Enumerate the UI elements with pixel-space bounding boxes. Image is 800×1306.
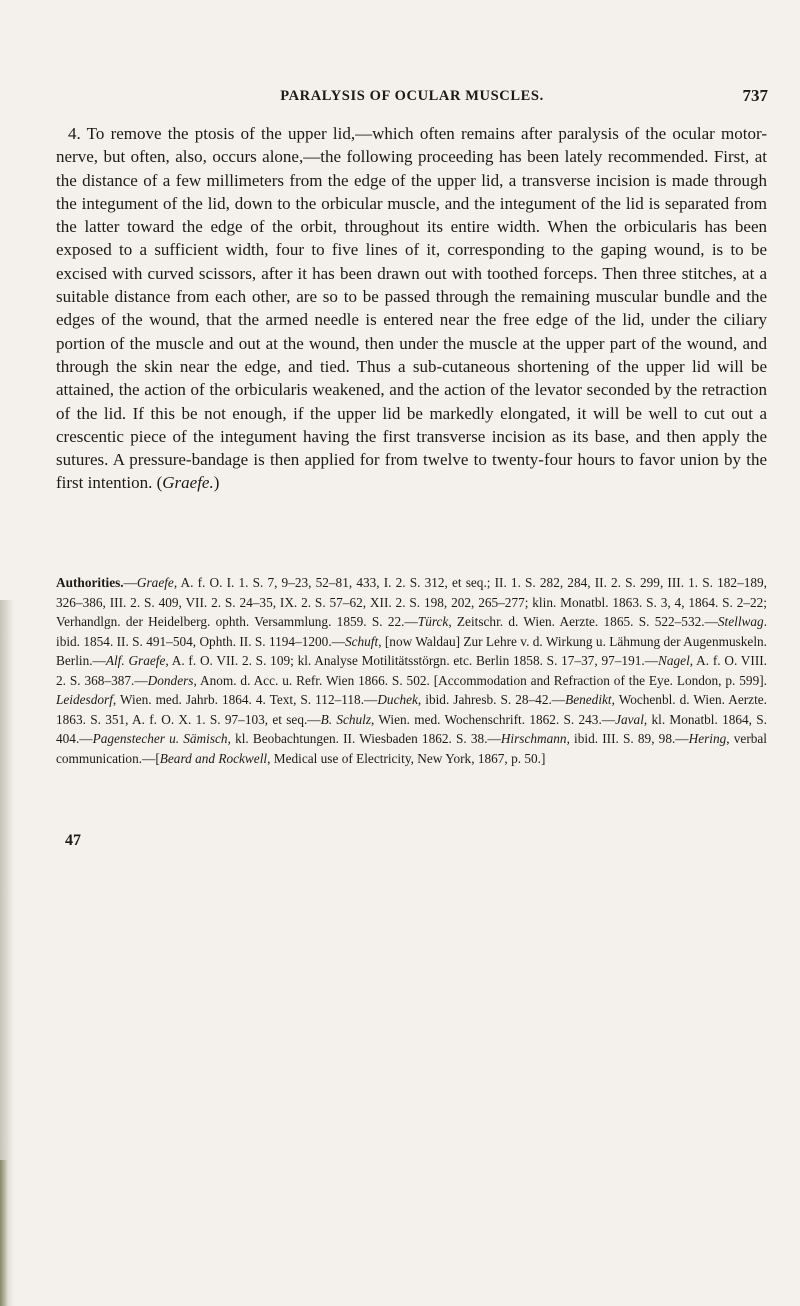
reference-details: , Wien. med. Wochenschrift. 1862. S. 243.— [371,711,616,727]
reference-author: Stellwag [717,614,764,629]
reference-details: , Zeitschr. d. Wien. Aerzte. 1865. S. 522–532.— [448,614,718,629]
page-number: 737 [742,86,768,105]
reference-author: Beard and Rockwell [159,750,268,766]
reference-details: , [now Waldau] Zur Lehre v. d. Wirkung u. Lähmung der Augenmuskeln. Berlin.— [56,633,767,668]
authorities-heading: Authorities. [56,575,124,590]
reference-details: , Wochenbl. d. Wien. Aerzte. 1863. S. 351, A. f. O. X. 1. S. 97–103, et seq.— [56,692,767,727]
reference-details: , Medical use of Electricity, New York, 1867, p. 50.] [267,750,546,766]
running-header [56,88,768,110]
authorities-list: Authorities.—Graefe, A. f. O. I. 1. S. 7, 9–23, 52–81, 433, I. 2. S. 312, et seq.; II. 1. S. 282, 284, II. 2. S. 299, III. 1. S. 182–189, 326–386, III. 2. S. 409, VII. 2. S. 24–35, IX. 2. S. 57–62, XII. 2. S. 198, 202, 265–277; klin. Monatbl. 1863. S. 3, 4, 1864. S. 2–22; Verhandlgn. der Heidelberg. ophth. Versammlung. 1859. S. 22.—Türck, Zeitschr. d. Wien. Aerzte. 1865. S. 522–532.—Stellwag. ibid. 1854. II. S. 491–504, Ophth. II. S. 1194–1200.—Schuft, [now Waldau] Zur Lehre v. d. Wirkung u. Lähmung der Augenmuskeln. Berlin.—Alf. Graefe, A. f. O. VII. 2. S. 109; kl. Analyse Motilitätsstörgn. etc. Berlin 1858. S. 17–37, 97–191.—Nagel, A. f. O. VIII. 2. S. 368–387.—Donders, Anom. d. Acc. u. Refr. Wien 1866. S. 502. [Accommodation and Refraction of the Eye. London, p. 599]. Leidesdorf, Wien. med. Jahrb. 1864. 4. Text, S. 112–118.—Duchek, ibid. Jahresb. S. 28–42.—Benedikt, Wochenbl. d. Wien. Aerzte. 1863. S. 351, A. f. O. X. 1. S. 97–103, et seq.—B. Schulz, Wien. med. Wochenschrift. 1862. S. 243.—Javal, kl. Monatbl. 1864, S. 404.—Pagenstecher u. Sämisch, kl. Beobachtungen. II. Wiesbaden 1862. S. 38.—Hirschmann, ibid. III. S. 89, 98.—Hering, verbal communication.—[Beard and Rockwell, Medical use of Electricity, New York, 1867, p. 50.] [56,575,768,766]
reference-details: , ibid. III. S. 89, 98.— [566,731,689,746]
page-edge-stain [0,1160,8,1306]
reference-entries [56,575,767,766]
reference-details: , A. f. O. VII. 2. S. 109; kl. Analyse Motilitätsstörgn. etc. Berlin 1858. S. 17–37, 97–191.— [165,653,659,668]
reference-details: , ibid. Jahresb. S. 28–42.— [417,692,566,707]
reference-author: Hering [688,731,727,746]
reference-details: , verbal communication.—[ [56,731,767,766]
reference-author: Benedikt [565,692,612,707]
reference-details: , kl. Beobachtungen. II. Wiesbaden 1862. S. 38.— [227,731,501,746]
reference-author: Alf. Graefe [105,653,166,668]
reference-author: Duchek [377,692,418,707]
reference-details: , Anom. d. Acc. u. Refr. Wien 1866. S. 502. [Accommodation and Refraction of the Eye. London, p. 599]. [193,672,767,688]
reference-details: . ibid. 1854. II. S. 491–504, Ophth. II. S. 1194–1200.— [56,614,768,649]
reference-details: , Wien. med. Jahrb. 1864. 4. Text, S. 112–118.— [112,692,378,707]
reference-details: , kl. Monatbl. 1864, S. 404.— [56,711,768,746]
reference-author: Nagel [658,653,690,668]
signature-mark: 47 [65,832,81,849]
reference-author: Graefe [136,575,174,590]
reference-author: Leidesdorf [56,692,113,707]
reference-author: Schuft [344,633,379,649]
reference-author: B. Schulz [320,711,372,727]
header-title: PARALYSIS OF OCULAR MUSCLES. [280,88,544,104]
paragraph-citation: Graefe. [162,473,214,493]
reference-author: Hirschmann [500,731,567,746]
reference-author: Pagenstecher u. Sämisch [92,731,228,746]
body-paragraph: 4. To remove the ptosis of the upper lid,—which often remains after paralysis of the ocular motor-nerve, but often, also, occurs alone,—the following proceeding has been lately recommended. First, at the distance of a few millimeters from the edge of the upper lid, a transverse incision is made through the integument of the lid, down to the orbicular muscle, and the integument of the lid is separated from the latter toward the edge of the orbit, throughout its entire width. When the orbicularis has been exposed to a sufficient width, four to five lines of it, corresponding to the gaping wound, is to be excised with curved scissors, after it has been drawn out with toothed forceps. Then three stitches, at a suitable distance from each other, are so to be passed through the remaining muscular bundle and the edges of the wound, that the armed needle is entered near the free edge of the lid, under the ciliary portion of the muscle and out at the wound, then under the muscle at the upper part of the wound, and through the skin near the edge, and tied. Thus a sub-cutaneous shortening of the upper lid will be attained, the action of the orbicularis weakened, and the action of the levator seconded by the retraction of the lid. If this be not enough, if the upper lid be markedly elongated, it will be well to cut out a crescentic piece of the integument having the first transverse incision as its base, and then apply the sutures. A pressure-bandage is then applied for from twelve to twenty-four hours to favor union by the first intention. (Graefe.) [56,124,767,493]
reference-author: Javal [615,711,644,727]
paragraph-text: 4. To remove the ptosis of the upper lid,—which often remains after paralysis of the ocular motor-nerve, but often, also, occurs alone,—the following proceeding has been lately recommended. First, at the distance of a few millimeters from the edge of the upper lid, a transverse incision is made through the integument of the lid, down to the orbicular muscle, and the integument of the lid is separated from the latter toward the edge of the orbit, throughout its entire width. When the orbicularis has been exposed to a sufficient width, four to five lines of it, corresponding to the gaping wound, is to be excised with curved scissors, after it has been drawn out with toothed forceps. Then three stitches, at a suitable distance from each other, are so to be passed through the remaining muscular bundle and the edges of the wound, that the armed needle is entered near the free edge of the lid, under the ciliary portion of the muscle and out at the wound, then under the muscle at the upper part of the wound, and through the skin near the edge, and tied. Thus a sub-cutaneous shortening of the upper lid will be attained, the action of the orbicularis weakened, and the action of the levator seconded by the retraction of the lid. If this be not enough, if the upper lid be markedly elongated, it will be well to cut out a crescentic piece of the integument having the first transverse incision as its base, and then apply the sutures. A pressure-bandage is then applied for from twelve to twenty-four hours to favor union by the first intention. [56,124,767,493]
reference-details: , A. f. O. VIII. 2. S. 368–387.— [56,653,768,688]
reference-author: Donders [147,672,194,688]
reference-details: , A. f. O. I. 1. S. 7, 9–23, 52–81, 433, I. 2. S. 312, et seq.; II. 1. S. 282, 284, II. 2. S. 299, III. 1. S. 182–189, 326–386, III. 2. S. 409, VII. 2. S. 24–35, IX. 2. S. 57–62, XII. 2. S. 198, 202, 265–277; klin. Monatbl. 1863. S. 3, 4, 1864. S. 2–22; Verhandlgn. der Heidelberg. ophth. Versammlung. 1859. S. 22.— [56,575,767,629]
reference-author: Türck [417,614,449,629]
